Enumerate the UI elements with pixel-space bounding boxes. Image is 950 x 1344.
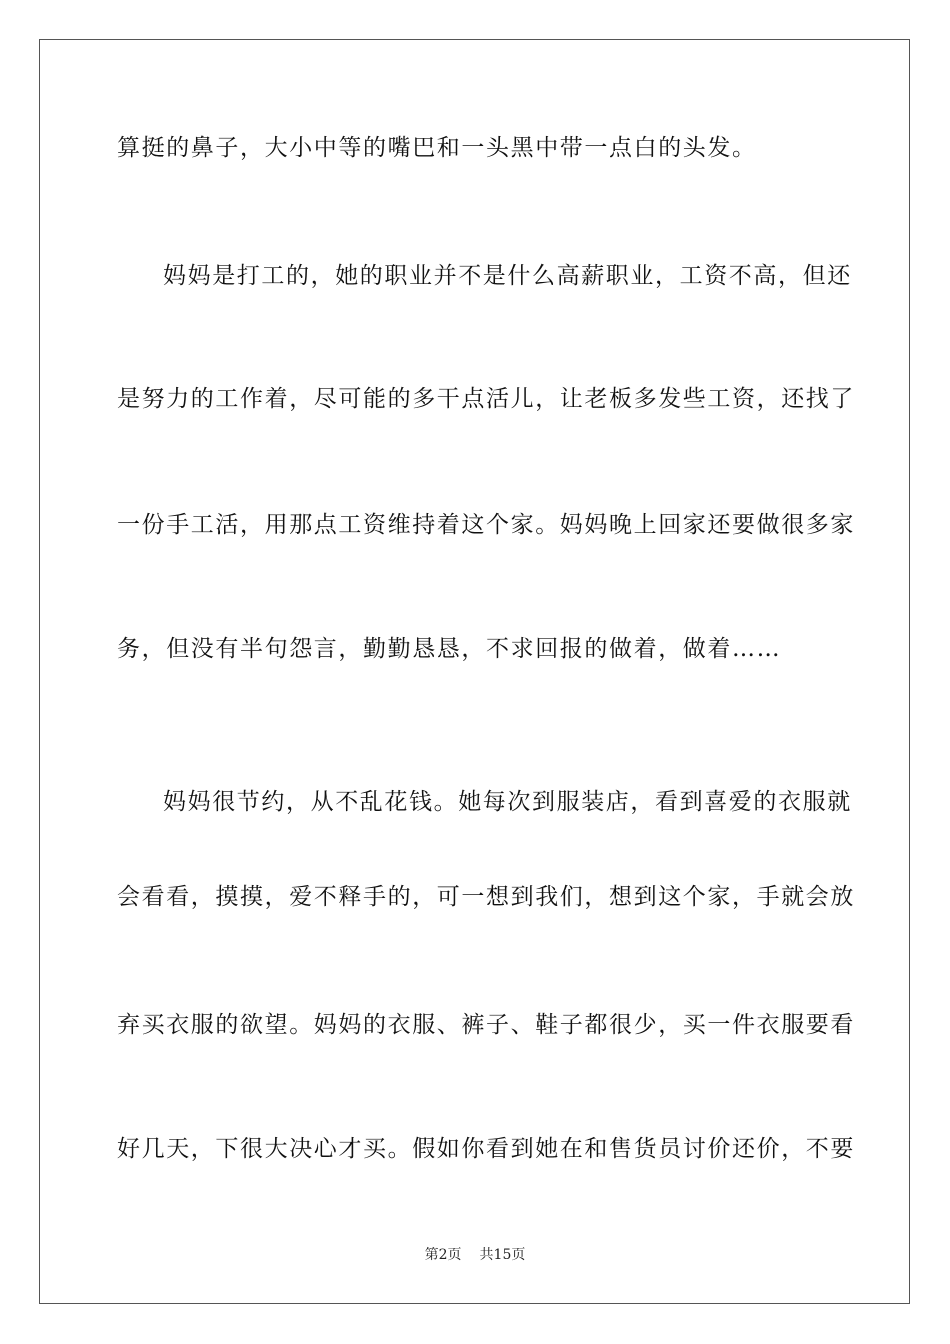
page-border [39,39,910,1304]
page-total: 共15页 [479,1247,526,1263]
text-line-paragraph-start: 妈妈很节约，从不乱花钱。她每次到服装店，看到喜爱的衣服就 [163,789,852,815]
text-line: 弃买衣服的欲望。妈妈的衣服、裤子、鞋子都很少，买一件衣服要看 [117,1012,855,1038]
text-line: 会看看，摸摸，爱不释手的，可一想到我们，想到这个家，手就会放 [117,884,855,910]
text-line-paragraph-start: 妈妈是打工的，她的职业并不是什么高薪职业，工资不高，但还 [163,263,852,289]
text-line: 好几天，下很大决心才买。假如你看到她在和售货员讨价还价，不要 [117,1136,855,1162]
text-line: 一份手工活，用那点工资维持着这个家。妈妈晚上回家还要做很多家 [117,512,855,538]
page-number: 第2页 [424,1247,462,1263]
page-footer [0,1246,950,1264]
text-line: 务，但没有半句怨言，勤勤恳恳，不求回报的做着，做着…… [117,636,782,662]
text-line: 算挺的鼻子，大小中等的嘴巴和一头黑中带一点白的头发。 [117,135,757,161]
text-line: 是努力的工作着，尽可能的多干点活儿，让老板多发些工资，还找了 [117,386,855,412]
